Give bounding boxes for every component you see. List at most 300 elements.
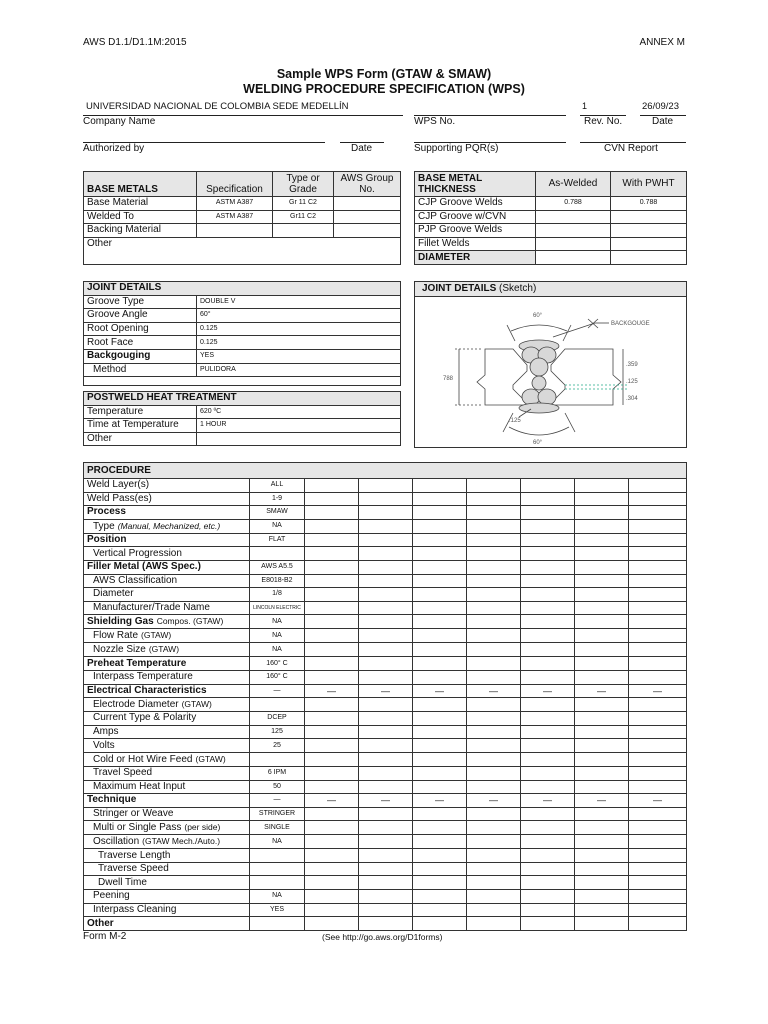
procedure-value-cell[interactable]: NA [250, 835, 305, 849]
procedure-value-cell[interactable]: NA [250, 519, 305, 533]
procedure-extra-cell[interactable] [521, 766, 575, 780]
procedure-extra-cell[interactable] [521, 903, 575, 917]
procedure-extra-cell[interactable] [305, 560, 359, 574]
procedure-extra-cell[interactable] [629, 766, 687, 780]
procedure-extra-cell[interactable] [629, 574, 687, 588]
procedure-extra-cell[interactable] [467, 519, 521, 533]
procedure-extra-cell[interactable] [521, 533, 575, 547]
procedure-extra-cell[interactable] [359, 533, 413, 547]
procedure-extra-cell[interactable] [467, 492, 521, 506]
procedure-value-cell[interactable]: 6 IPM [250, 766, 305, 780]
procedure-extra-cell[interactable] [467, 821, 521, 835]
forms-link[interactable]: (See http://go.aws.org/D1forms) [322, 932, 443, 942]
procedure-extra-cell[interactable]: — [575, 684, 629, 698]
procedure-extra-cell[interactable] [413, 574, 467, 588]
procedure-extra-cell[interactable] [521, 739, 575, 753]
procedure-extra-cell[interactable] [305, 835, 359, 849]
procedure-extra-cell[interactable] [521, 876, 575, 890]
procedure-value-cell[interactable]: — [250, 684, 305, 698]
procedure-extra-cell[interactable] [575, 643, 629, 657]
procedure-row-label [84, 547, 250, 561]
procedure-extra-cell[interactable] [305, 752, 359, 766]
procedure-extra-cell[interactable] [413, 533, 467, 547]
procedure-extra-cell[interactable] [359, 615, 413, 629]
spec-cell[interactable] [197, 224, 273, 238]
procedure-value-cell[interactable]: NA [250, 643, 305, 657]
procedure-extra-cell[interactable] [521, 725, 575, 739]
procedure-extra-cell[interactable] [629, 725, 687, 739]
procedure-extra-cell[interactable] [413, 821, 467, 835]
with-pwht-cell[interactable] [611, 237, 687, 251]
procedure-extra-cell[interactable] [521, 560, 575, 574]
procedure-value-cell[interactable]: LINCOLN ELECTRIC [250, 601, 305, 615]
procedure-extra-cell[interactable] [467, 657, 521, 671]
procedure-extra-cell[interactable] [359, 698, 413, 712]
procedure-extra-cell[interactable] [305, 780, 359, 794]
procedure-extra-cell[interactable] [521, 752, 575, 766]
procedure-extra-cell[interactable] [413, 739, 467, 753]
procedure-extra-cell[interactable] [629, 547, 687, 561]
procedure-value-cell[interactable]: 160° C [250, 670, 305, 684]
procedure-extra-cell[interactable] [521, 588, 575, 602]
procedure-extra-cell[interactable] [413, 560, 467, 574]
procedure-extra-cell[interactable] [305, 725, 359, 739]
procedure-extra-cell[interactable] [575, 506, 629, 520]
procedure-extra-cell[interactable] [413, 519, 467, 533]
procedure-extra-cell[interactable] [413, 506, 467, 520]
procedure-extra-cell[interactable] [467, 588, 521, 602]
procedure-extra-cell[interactable] [413, 588, 467, 602]
procedure-extra-cell[interactable] [467, 601, 521, 615]
procedure-extra-cell[interactable] [359, 657, 413, 671]
procedure-extra-cell[interactable] [521, 670, 575, 684]
procedure-extra-cell[interactable] [305, 657, 359, 671]
procedure-extra-cell[interactable] [467, 670, 521, 684]
procedure-extra-cell[interactable] [413, 862, 467, 876]
procedure-extra-cell[interactable] [467, 643, 521, 657]
procedure-extra-cell[interactable] [305, 533, 359, 547]
procedure-extra-cell[interactable] [521, 821, 575, 835]
with-pwht-cell[interactable]: 0.788 [611, 197, 687, 211]
procedure-value-cell[interactable]: 25 [250, 739, 305, 753]
grade-cell[interactable] [273, 224, 334, 238]
procedure-extra-cell[interactable] [521, 506, 575, 520]
grade-cell[interactable]: Gr 11 C2 [273, 197, 334, 211]
row-value[interactable]: 60° [197, 309, 401, 323]
row-value[interactable]: PULIDORA [197, 363, 401, 377]
procedure-extra-cell[interactable] [521, 780, 575, 794]
procedure-extra-cell[interactable] [359, 547, 413, 561]
procedure-extra-cell[interactable] [467, 835, 521, 849]
grade-cell[interactable]: Gr11 C2 [273, 210, 334, 224]
procedure-extra-cell[interactable] [575, 725, 629, 739]
procedure-extra-cell[interactable] [359, 862, 413, 876]
procedure-extra-cell[interactable] [629, 533, 687, 547]
procedure-extra-cell[interactable] [575, 807, 629, 821]
procedure-extra-cell[interactable] [305, 479, 359, 493]
procedure-extra-cell[interactable]: — [413, 684, 467, 698]
procedure-extra-cell[interactable] [521, 862, 575, 876]
procedure-extra-cell[interactable] [359, 479, 413, 493]
procedure-extra-cell[interactable] [575, 876, 629, 890]
procedure-extra-cell[interactable] [305, 601, 359, 615]
as-welded-cell[interactable] [536, 237, 611, 251]
procedure-extra-cell[interactable] [305, 698, 359, 712]
procedure-extra-cell[interactable] [575, 547, 629, 561]
procedure-value-cell[interactable] [250, 917, 305, 931]
procedure-extra-cell[interactable] [413, 725, 467, 739]
procedure-extra-cell[interactable] [575, 560, 629, 574]
procedure-extra-cell[interactable] [467, 479, 521, 493]
procedure-extra-cell[interactable]: — [629, 684, 687, 698]
procedure-extra-cell[interactable] [575, 615, 629, 629]
procedure-extra-cell[interactable] [521, 835, 575, 849]
procedure-extra-cell[interactable] [467, 574, 521, 588]
procedure-extra-cell[interactable] [575, 533, 629, 547]
procedure-value-cell[interactable]: SINGLE [250, 821, 305, 835]
row-value[interactable]: DOUBLE V [197, 295, 401, 309]
procedure-extra-cell[interactable] [521, 643, 575, 657]
procedure-extra-cell[interactable]: — [521, 794, 575, 808]
procedure-value-cell[interactable]: DCEP [250, 712, 305, 726]
procedure-value-cell[interactable]: — [250, 794, 305, 808]
procedure-value-cell[interactable]: FLAT [250, 533, 305, 547]
sketch-title-suffix: (Sketch) [499, 283, 537, 294]
procedure-extra-cell[interactable] [359, 725, 413, 739]
procedure-value-cell[interactable]: 125 [250, 725, 305, 739]
procedure-extra-cell[interactable] [629, 560, 687, 574]
procedure-extra-cell[interactable] [467, 560, 521, 574]
procedure-extra-cell[interactable] [521, 807, 575, 821]
procedure-extra-cell[interactable] [413, 547, 467, 561]
row-value[interactable] [197, 432, 401, 446]
procedure-extra-cell[interactable] [305, 629, 359, 643]
procedure-extra-cell[interactable] [629, 712, 687, 726]
procedure-extra-cell[interactable] [413, 780, 467, 794]
procedure-extra-cell[interactable] [467, 752, 521, 766]
procedure-extra-cell[interactable] [305, 903, 359, 917]
procedure-extra-cell[interactable] [467, 712, 521, 726]
procedure-extra-cell[interactable] [575, 917, 629, 931]
procedure-value-cell[interactable]: 1-9 [250, 492, 305, 506]
procedure-extra-cell[interactable]: — [521, 684, 575, 698]
procedure-extra-cell[interactable] [629, 807, 687, 821]
procedure-extra-cell[interactable] [413, 670, 467, 684]
procedure-extra-cell[interactable] [467, 876, 521, 890]
row-value[interactable]: 620 ºC [197, 405, 401, 419]
procedure-extra-cell[interactable] [413, 807, 467, 821]
procedure-extra-cell[interactable] [629, 876, 687, 890]
company-name-value: UNIVERSIDAD NACIONAL DE COLOMBIA SEDE MEDELLÍN [86, 101, 349, 112]
procedure-extra-cell[interactable] [575, 712, 629, 726]
procedure-extra-cell[interactable] [413, 643, 467, 657]
procedure-extra-cell[interactable] [305, 917, 359, 931]
procedure-value-cell[interactable] [250, 849, 305, 863]
procedure-extra-cell[interactable] [359, 807, 413, 821]
procedure-extra-cell[interactable] [305, 766, 359, 780]
procedure-extra-cell[interactable] [359, 601, 413, 615]
procedure-value-cell[interactable] [250, 698, 305, 712]
row-value[interactable]: YES [197, 349, 401, 363]
procedure-extra-cell[interactable] [629, 752, 687, 766]
procedure-value-cell[interactable]: ALL [250, 479, 305, 493]
procedure-extra-cell[interactable] [467, 533, 521, 547]
procedure-row-label-text: Flow Rate [93, 630, 139, 642]
procedure-extra-cell[interactable] [359, 629, 413, 643]
procedure-extra-cell[interactable] [359, 766, 413, 780]
procedure-extra-cell[interactable] [305, 643, 359, 657]
procedure-extra-cell[interactable] [575, 601, 629, 615]
procedure-extra-cell[interactable] [521, 890, 575, 904]
procedure-extra-cell[interactable] [575, 657, 629, 671]
procedure-extra-cell[interactable] [575, 849, 629, 863]
with-pwht-cell[interactable] [611, 210, 687, 224]
procedure-extra-cell[interactable] [629, 890, 687, 904]
as-welded-cell[interactable] [536, 210, 611, 224]
procedure-extra-cell[interactable] [305, 670, 359, 684]
procedure-extra-cell[interactable] [413, 492, 467, 506]
procedure-extra-cell[interactable] [575, 780, 629, 794]
procedure-value-cell[interactable]: NA [250, 629, 305, 643]
procedure-extra-cell[interactable] [305, 615, 359, 629]
procedure-extra-cell[interactable] [305, 890, 359, 904]
procedure-extra-cell[interactable] [575, 574, 629, 588]
procedure-extra-cell[interactable] [629, 601, 687, 615]
procedure-extra-cell[interactable] [629, 670, 687, 684]
procedure-extra-cell[interactable] [575, 835, 629, 849]
procedure-extra-cell[interactable]: — [467, 684, 521, 698]
procedure-extra-cell[interactable] [413, 752, 467, 766]
procedure-extra-cell[interactable] [467, 766, 521, 780]
procedure-extra-cell[interactable] [521, 712, 575, 726]
group-cell[interactable] [334, 210, 401, 224]
procedure-extra-cell[interactable]: — [413, 794, 467, 808]
procedure-extra-cell[interactable] [521, 657, 575, 671]
procedure-extra-cell[interactable] [359, 849, 413, 863]
procedure-extra-cell[interactable] [521, 547, 575, 561]
procedure-extra-cell[interactable] [521, 574, 575, 588]
as-welded-cell[interactable] [536, 251, 611, 265]
procedure-extra-cell[interactable] [359, 519, 413, 533]
procedure-extra-cell[interactable] [467, 917, 521, 931]
procedure-value-cell[interactable]: 1/8 [250, 588, 305, 602]
procedure-extra-cell[interactable] [629, 849, 687, 863]
procedure-extra-cell[interactable] [467, 849, 521, 863]
procedure-extra-cell[interactable] [629, 780, 687, 794]
with-pwht-cell[interactable] [611, 251, 687, 265]
as-welded-cell[interactable]: 0.788 [536, 197, 611, 211]
procedure-extra-cell[interactable]: — [359, 794, 413, 808]
spec-cell[interactable]: ASTM A387 [197, 197, 273, 211]
procedure-value-cell[interactable] [250, 862, 305, 876]
procedure-value-cell[interactable] [250, 876, 305, 890]
procedure-extra-cell[interactable] [521, 479, 575, 493]
procedure-extra-cell[interactable] [413, 601, 467, 615]
procedure-extra-cell[interactable] [359, 890, 413, 904]
procedure-value-cell[interactable]: NA [250, 890, 305, 904]
procedure-extra-cell[interactable] [359, 643, 413, 657]
procedure-extra-cell[interactable] [305, 849, 359, 863]
procedure-extra-cell[interactable] [413, 657, 467, 671]
procedure-extra-cell[interactable] [629, 615, 687, 629]
procedure-extra-cell[interactable] [359, 712, 413, 726]
procedure-extra-cell[interactable] [467, 698, 521, 712]
procedure-extra-cell[interactable] [305, 807, 359, 821]
procedure-value-cell[interactable]: YES [250, 903, 305, 917]
procedure-value-cell[interactable] [250, 752, 305, 766]
procedure-extra-cell[interactable] [629, 835, 687, 849]
procedure-extra-cell[interactable] [359, 780, 413, 794]
procedure-extra-cell[interactable] [629, 821, 687, 835]
procedure-value-cell[interactable]: AWS A5.5 [250, 560, 305, 574]
procedure-extra-cell[interactable] [575, 739, 629, 753]
procedure-extra-cell[interactable] [305, 588, 359, 602]
procedure-extra-cell[interactable] [305, 506, 359, 520]
procedure-extra-cell[interactable] [413, 712, 467, 726]
procedure-extra-cell[interactable] [521, 917, 575, 931]
procedure-extra-cell[interactable] [575, 752, 629, 766]
procedure-extra-cell[interactable] [629, 862, 687, 876]
procedure-extra-cell[interactable] [359, 835, 413, 849]
procedure-extra-cell[interactable] [629, 917, 687, 931]
procedure-extra-cell[interactable] [629, 629, 687, 643]
procedure-extra-cell[interactable] [629, 492, 687, 506]
procedure-extra-cell[interactable] [521, 615, 575, 629]
procedure-row-label [84, 725, 250, 739]
procedure-extra-cell[interactable] [305, 862, 359, 876]
procedure-extra-cell[interactable] [413, 890, 467, 904]
procedure-extra-cell[interactable] [359, 739, 413, 753]
procedure-extra-cell[interactable] [575, 821, 629, 835]
procedure-extra-cell[interactable]: — [629, 794, 687, 808]
procedure-extra-cell[interactable]: — [575, 794, 629, 808]
group-cell[interactable] [334, 224, 401, 238]
procedure-extra-cell[interactable] [305, 821, 359, 835]
procedure-extra-cell[interactable] [305, 519, 359, 533]
procedure-extra-cell[interactable] [575, 698, 629, 712]
procedure-extra-cell[interactable] [359, 588, 413, 602]
procedure-extra-cell[interactable] [413, 698, 467, 712]
procedure-extra-cell[interactable] [467, 807, 521, 821]
row-value[interactable]: 1 HOUR [197, 419, 401, 433]
procedure-extra-cell[interactable] [629, 506, 687, 520]
procedure-extra-cell[interactable]: — [305, 684, 359, 698]
procedure-extra-cell[interactable] [359, 903, 413, 917]
procedure-extra-cell[interactable] [467, 903, 521, 917]
procedure-value-cell[interactable]: SMAW [250, 506, 305, 520]
row-value[interactable]: 0.125 [197, 336, 401, 350]
procedure-extra-cell[interactable] [413, 835, 467, 849]
procedure-extra-cell[interactable] [575, 588, 629, 602]
procedure-extra-cell[interactable]: — [359, 684, 413, 698]
procedure-row-label [84, 780, 250, 794]
procedure-extra-cell[interactable] [575, 519, 629, 533]
with-pwht-cell[interactable] [611, 224, 687, 238]
procedure-extra-cell[interactable] [467, 739, 521, 753]
procedure-extra-cell[interactable] [575, 629, 629, 643]
procedure-extra-cell[interactable] [629, 698, 687, 712]
procedure-extra-cell[interactable] [413, 876, 467, 890]
procedure-extra-cell[interactable] [629, 739, 687, 753]
procedure-extra-cell[interactable] [413, 849, 467, 863]
procedure-extra-cell[interactable] [629, 588, 687, 602]
procedure-extra-cell[interactable] [359, 574, 413, 588]
procedure-extra-cell[interactable] [521, 629, 575, 643]
procedure-value-cell[interactable]: 160° C [250, 657, 305, 671]
procedure-extra-cell[interactable] [575, 670, 629, 684]
procedure-extra-cell[interactable] [305, 492, 359, 506]
procedure-extra-cell[interactable] [629, 903, 687, 917]
row-value[interactable]: 0.125 [197, 322, 401, 336]
procedure-value-cell[interactable]: 50 [250, 780, 305, 794]
procedure-extra-cell[interactable] [575, 479, 629, 493]
procedure-extra-cell[interactable] [413, 903, 467, 917]
procedure-extra-cell[interactable] [629, 657, 687, 671]
procedure-extra-cell[interactable] [359, 560, 413, 574]
procedure-extra-cell[interactable] [629, 519, 687, 533]
procedure-extra-cell[interactable] [359, 752, 413, 766]
procedure-extra-cell[interactable] [413, 479, 467, 493]
procedure-extra-cell[interactable] [575, 903, 629, 917]
procedure-extra-cell[interactable] [413, 629, 467, 643]
procedure-extra-cell[interactable] [467, 780, 521, 794]
procedure-extra-cell[interactable] [467, 629, 521, 643]
as-welded-cell[interactable] [536, 224, 611, 238]
procedure-extra-cell[interactable] [521, 849, 575, 863]
procedure-extra-cell[interactable] [413, 615, 467, 629]
procedure-extra-cell[interactable] [467, 725, 521, 739]
procedure-extra-cell[interactable] [629, 479, 687, 493]
procedure-extra-cell[interactable] [305, 574, 359, 588]
procedure-extra-cell[interactable] [575, 492, 629, 506]
procedure-extra-cell[interactable] [521, 698, 575, 712]
procedure-extra-cell[interactable] [575, 862, 629, 876]
procedure-extra-cell[interactable] [413, 766, 467, 780]
procedure-extra-cell[interactable] [305, 876, 359, 890]
procedure-extra-cell[interactable] [413, 917, 467, 931]
procedure-extra-cell[interactable]: — [305, 794, 359, 808]
procedure-extra-cell[interactable] [305, 712, 359, 726]
procedure-extra-cell[interactable] [521, 601, 575, 615]
procedure-value-cell[interactable]: STRINGER [250, 807, 305, 821]
spec-cell[interactable]: ASTM A387 [197, 210, 273, 224]
procedure-extra-cell[interactable] [521, 519, 575, 533]
procedure-value-cell[interactable]: E8018-B2 [250, 574, 305, 588]
procedure-extra-cell[interactable] [467, 890, 521, 904]
procedure-extra-cell[interactable] [359, 876, 413, 890]
procedure-extra-cell[interactable] [467, 862, 521, 876]
procedure-extra-cell[interactable] [575, 890, 629, 904]
type-grade-header: Type or Grade [273, 172, 334, 197]
procedure-extra-cell[interactable] [467, 615, 521, 629]
procedure-extra-cell[interactable] [359, 821, 413, 835]
procedure-extra-cell[interactable] [359, 506, 413, 520]
procedure-extra-cell[interactable]: — [467, 794, 521, 808]
procedure-extra-cell[interactable] [359, 492, 413, 506]
procedure-extra-cell[interactable] [467, 506, 521, 520]
procedure-extra-cell[interactable] [305, 547, 359, 561]
procedure-extra-cell[interactable] [629, 643, 687, 657]
group-cell[interactable] [334, 197, 401, 211]
procedure-extra-cell[interactable] [467, 547, 521, 561]
procedure-value-cell[interactable] [250, 547, 305, 561]
procedure-extra-cell[interactable] [359, 670, 413, 684]
procedure-extra-cell[interactable] [359, 917, 413, 931]
procedure-value-cell[interactable]: NA [250, 615, 305, 629]
procedure-extra-cell[interactable] [305, 739, 359, 753]
procedure-extra-cell[interactable] [575, 766, 629, 780]
procedure-extra-cell[interactable] [521, 492, 575, 506]
